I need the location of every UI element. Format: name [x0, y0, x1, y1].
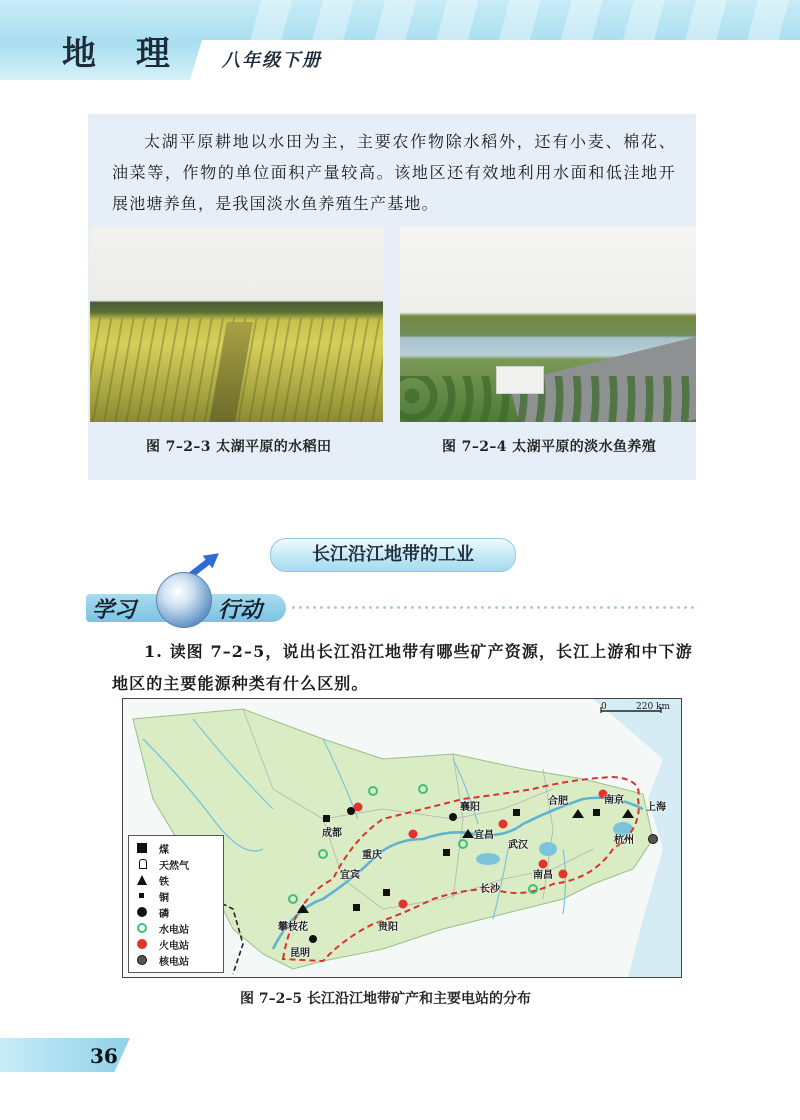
map-legend	[128, 835, 224, 973]
hydro-legend-symbol	[137, 923, 147, 933]
thermal-symbol	[409, 830, 418, 839]
legend-label: 水电站	[159, 925, 189, 936]
thermal-symbol	[354, 803, 363, 812]
lake	[539, 842, 557, 856]
city-label: 成都	[322, 828, 342, 839]
city-label: 武汉	[508, 840, 528, 851]
iron-legend-symbol	[137, 875, 147, 885]
legend-label: 磷	[159, 909, 169, 920]
coal-symbol	[513, 809, 520, 816]
city-label: 南昌	[533, 870, 553, 881]
scale-distance: 220 km	[636, 702, 671, 712]
legend-label: 火电站	[159, 941, 189, 952]
page-number: 36	[90, 1044, 118, 1068]
legend-label: 铁	[159, 877, 169, 888]
legend-label: 煤	[159, 845, 169, 856]
volume-subtitle: 八年级下册	[222, 50, 322, 71]
activity-label-action: 行动	[218, 598, 263, 623]
fish-farm-photo	[400, 226, 696, 422]
city-label: 攀枝花	[278, 922, 308, 933]
gas-legend-symbol	[139, 859, 147, 869]
thermal-symbol	[499, 820, 508, 829]
subject-title: 地 理	[62, 34, 184, 74]
legend-label: 铜	[159, 893, 169, 904]
nuclear-symbol	[649, 835, 658, 844]
thermal-symbol	[559, 870, 568, 879]
reading-paragraph: 太湖平原耕地以水田为主，主要农作物除水稻外，还有小麦、棉花、油菜等，作物的单位面积产量较高。该地区还有效地利用水面和低洼地开展池塘养鱼，是我国淡水鱼养殖生产基地。	[112, 132, 676, 213]
activity-label-study: 学习	[92, 598, 137, 623]
lake	[476, 853, 500, 865]
city-label: 昆明	[290, 948, 310, 959]
city-label: 贵阳	[378, 922, 398, 933]
pump-house	[496, 366, 544, 394]
coal-symbol	[383, 889, 390, 896]
coal-legend-symbol	[137, 843, 147, 853]
nuclear-legend-symbol	[137, 955, 147, 965]
phosphorus-legend-symbol	[137, 907, 147, 917]
city-label: 合肥	[548, 796, 568, 807]
figure-caption-fish: 图 7–2–4 太湖平原的淡水鱼养殖	[442, 439, 657, 455]
coal-symbol	[443, 849, 450, 856]
phosphorus-symbol	[309, 935, 317, 943]
coal-symbol	[593, 809, 600, 816]
figure-caption-rice: 图 7–2–3 太湖平原的水稻田	[146, 439, 332, 455]
legend-label: 核电站	[159, 957, 189, 968]
city-label: 上海	[646, 802, 666, 813]
dotted-divider	[290, 606, 696, 609]
scale-zero: 0	[601, 702, 607, 712]
city-label: 襄阳	[460, 802, 480, 813]
city-label: 长沙	[480, 884, 500, 895]
thermal-legend-symbol	[137, 939, 147, 949]
legend-label: 天然气	[159, 861, 189, 872]
coal-symbol	[323, 815, 330, 822]
trees	[400, 376, 696, 422]
globe-icon	[156, 572, 212, 628]
section-title: 长江沿江地带的工业	[270, 538, 516, 572]
activity-question: 1. 读图 7–2–5，说出长江沿江地带有哪些矿产资源，长江上游和中下游地区的主要能源种类有什么区别。	[112, 642, 693, 693]
coal-symbol	[353, 904, 360, 911]
thermal-symbol	[399, 900, 408, 909]
copper-legend-symbol	[139, 893, 144, 898]
city-label: 杭州	[614, 835, 634, 846]
city-label: 南京	[604, 795, 624, 806]
city-label: 宜宾	[340, 870, 360, 881]
rice-field-photo	[90, 226, 383, 422]
city-label: 重庆	[362, 850, 382, 861]
map-caption: 图 7–2–5 长江沿江地带矿产和主要电站的分布	[240, 991, 531, 1007]
city-label: 宜昌	[474, 830, 494, 841]
phosphorus-symbol	[449, 813, 457, 821]
